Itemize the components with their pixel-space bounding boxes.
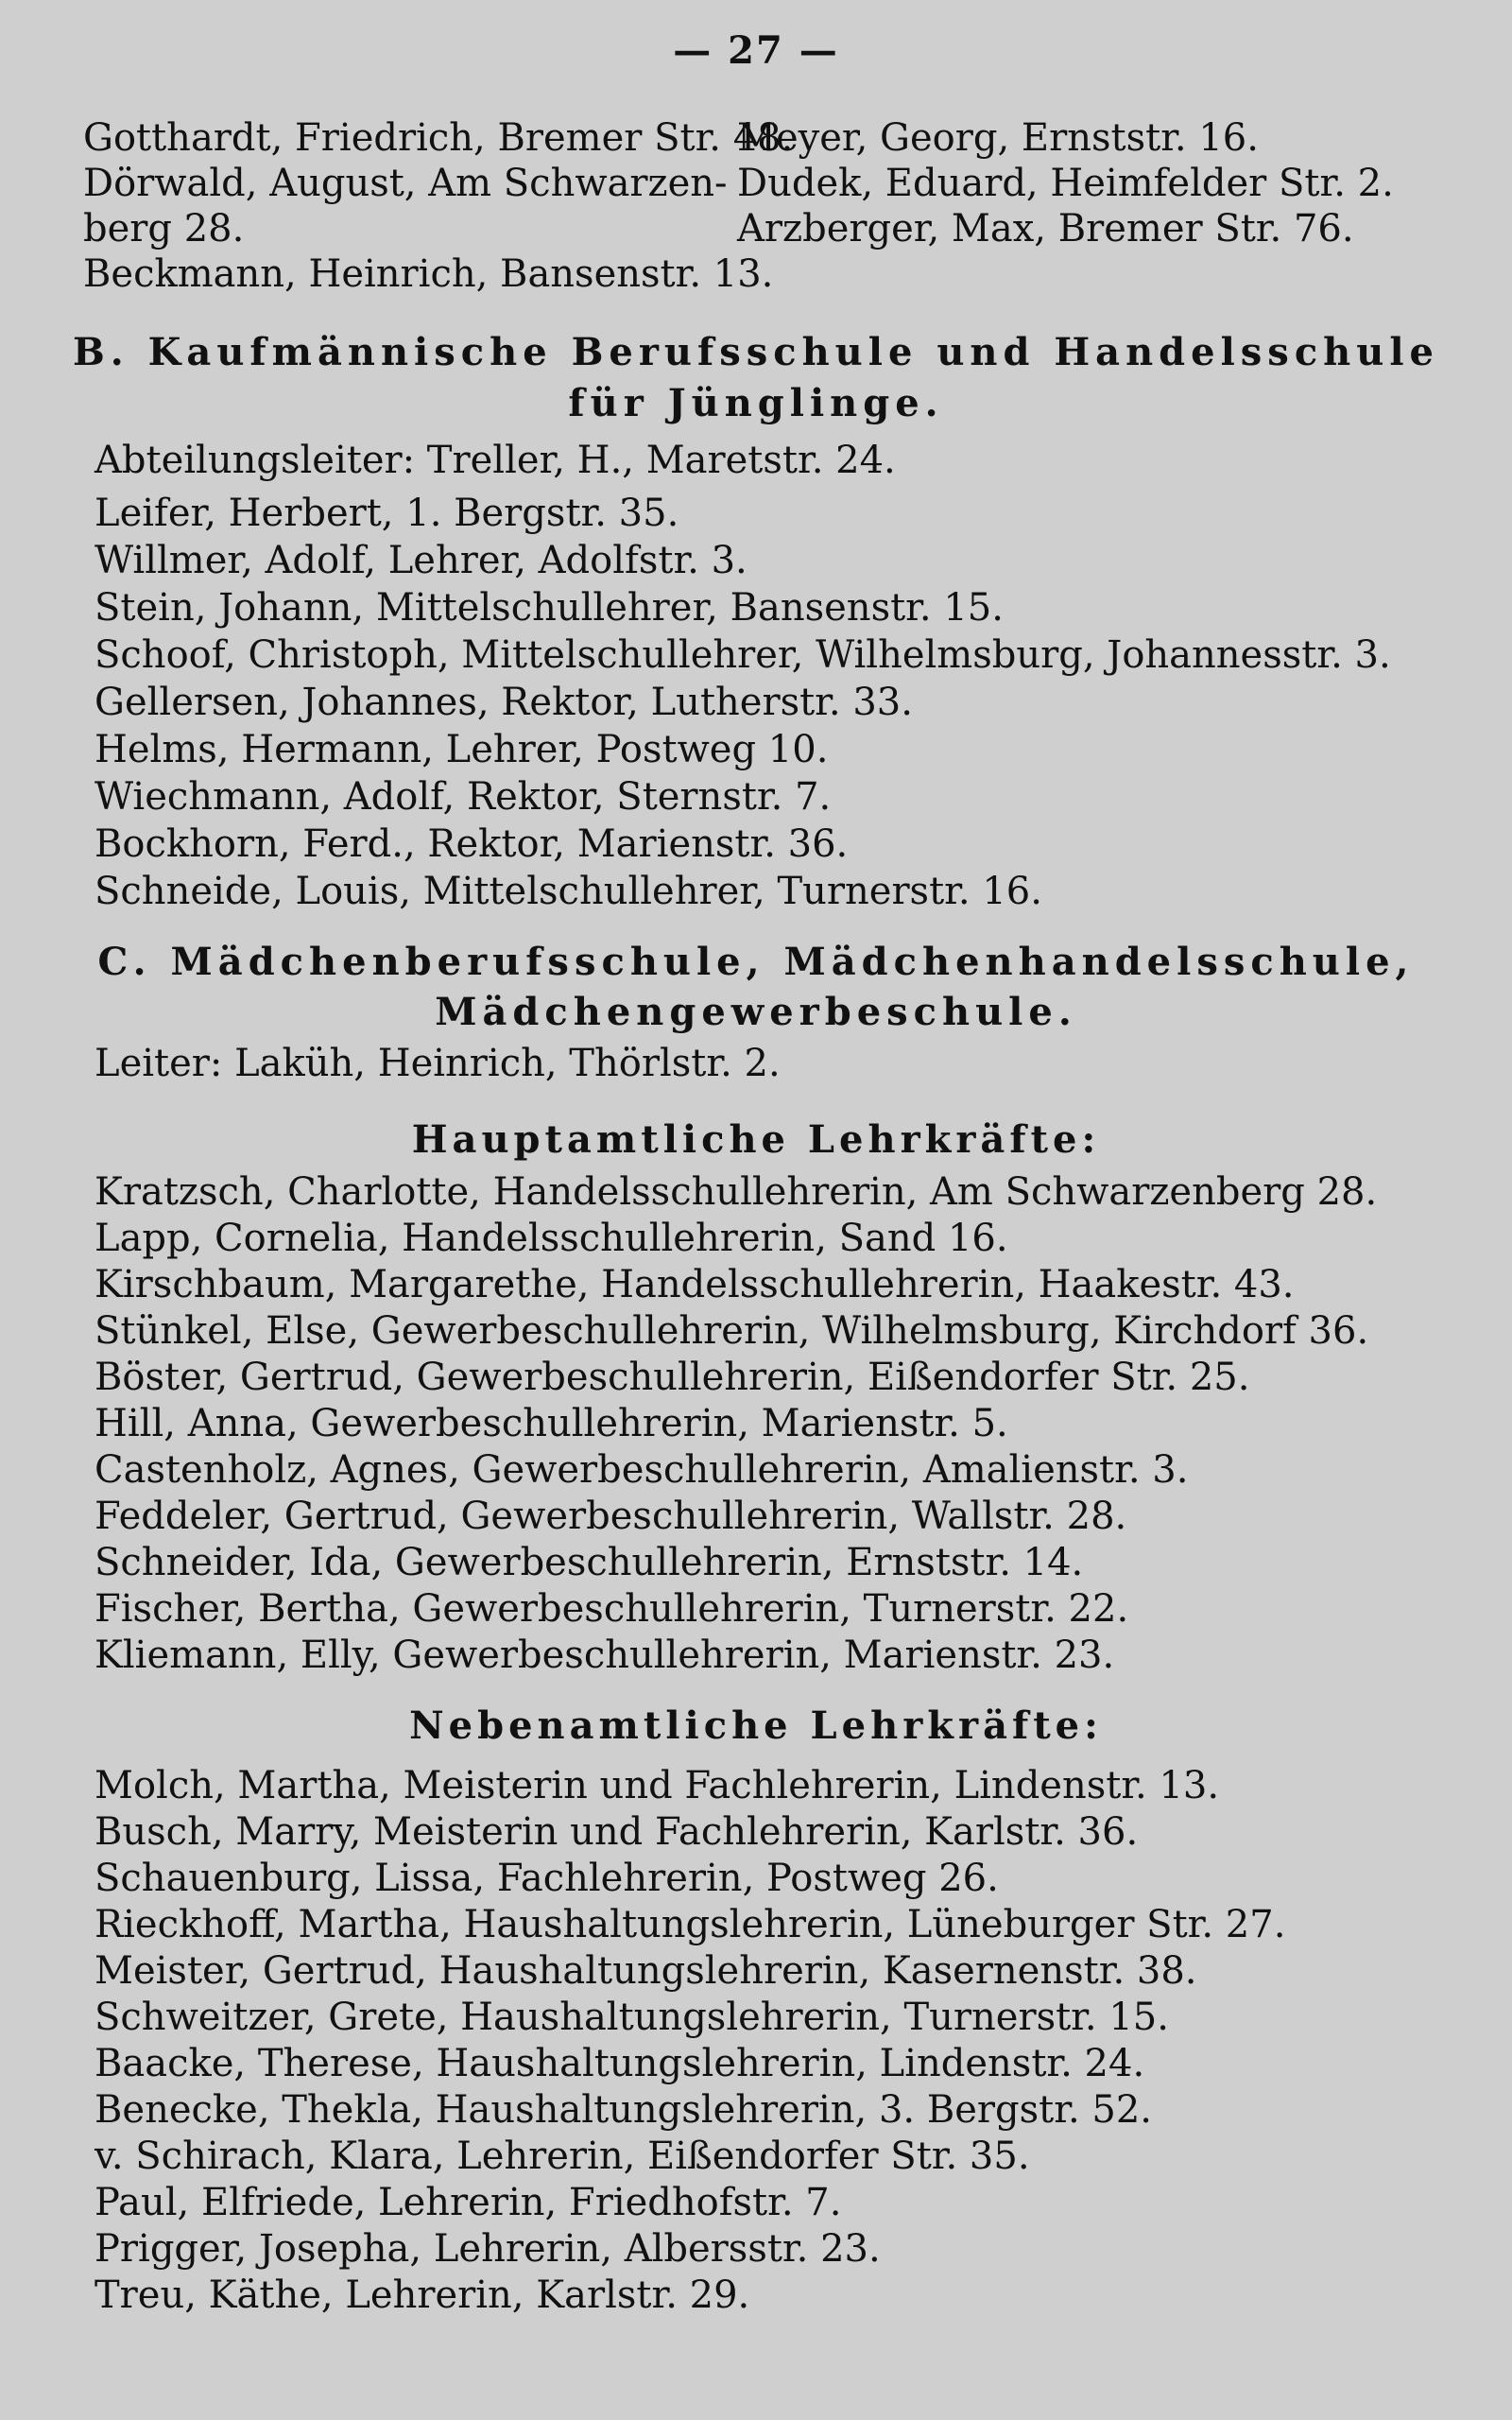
top-left-entry: Gotthardt, Friedrich, Bremer Str. 48. (83, 116, 794, 160)
secondary-teacher-entry: Treu, Käthe, Lehrerin, Karlstr. 29. (94, 2273, 750, 2317)
main-teacher-entry: Hill, Anna, Gewerbeschullehrerin, Marienstr. 5. (94, 1402, 1008, 1445)
top-right-entry: Meyer, Georg, Ernststr. 16. (737, 116, 1259, 160)
secondary-teachers-heading: Nebenamtliche Lehrkräfte: (409, 1703, 1103, 1748)
top-left-entry: Dörwald, August, Am Schwarzen- (83, 162, 728, 205)
section-c-head: Leiter: Laküh, Heinrich, Thörlstr. 2. (94, 1042, 781, 1085)
top-left-entry: berg 28. (83, 207, 245, 251)
section-b-entry: Leifer, Herbert, 1. Bergstr. 35. (94, 492, 679, 535)
secondary-teacher-entry: Molch, Martha, Meisterin und Fachlehrerin, Lindenstr. 13. (94, 1764, 1220, 1807)
secondary-teacher-entry: Schauenburg, Lissa, Fachlehrerin, Postweg 26. (94, 1857, 999, 1900)
secondary-teacher-entry: Benecke, Thekla, Haushaltungslehrerin, 3. Bergstr. 52. (94, 2088, 1152, 2132)
section-b-head: Abteilungsleiter: Treller, H., Maretstr. 24. (94, 439, 896, 482)
main-teacher-entry: Lapp, Cornelia, Handelsschullehrerin, Sand 16. (94, 1217, 1008, 1260)
section-c-head-block (94, 1040, 1418, 1087)
main-teachers-heading: Hauptamtliche Lehrkräfte: (411, 1117, 1101, 1162)
main-teacher-entry: Schneider, Ida, Gewerbeschullehrerin, Ernststr. 14. (94, 1541, 1084, 1584)
main-teacher-entry: Kliemann, Elly, Gewerbeschullehrerin, Marienstr. 23. (94, 1634, 1115, 1677)
section-b-entry: Willmer, Adolf, Lehrer, Adolfstr. 3. (94, 539, 747, 582)
section-b-entry: Schneide, Louis, Mittelschullehrer, Turnerstr. 16. (94, 870, 1042, 913)
secondary-teacher-entry: Busch, Marry, Meisterin und Fachlehrerin, Karlstr. 36. (94, 1810, 1139, 1854)
main-teacher-entry: Fischer, Bertha, Gewerbeschullehrerin, Turnerstr. 22. (94, 1587, 1129, 1631)
secondary-teacher-entry: Baacke, Therese, Haushaltungslehrerin, Lindenstr. 24. (94, 2042, 1145, 2085)
section-b-entries (94, 490, 1418, 915)
main-teacher-entry: Böster, Gertrud, Gewerbeschullehrerin, Eißendorfer Str. 25. (94, 1356, 1250, 1399)
section-b-entry: Wiechmann, Adolf, Rektor, Sternstr. 7. (94, 775, 832, 819)
section-b-entry: Stein, Johann, Mittelschullehrer, Bansenstr. 15. (94, 586, 1004, 630)
main-teacher-entry: Kirschbaum, Margarethe, Handelsschullehrerin, Haakestr. 43. (94, 1263, 1295, 1306)
secondary-teachers-list (94, 1763, 1418, 2319)
secondary-teacher-entry: Paul, Elfriede, Lehrerin, Friedhofstr. 7. (94, 2181, 842, 2224)
secondary-teacher-entry: Prigger, Josepha, Lehrerin, Albersstr. 23. (94, 2227, 881, 2271)
section-c-title: C. Mädchenberufsschule, Mädchenhandelsschule, (97, 940, 1415, 984)
page-number: — 27 — (673, 28, 839, 73)
secondary-teacher-entry: Schweitzer, Grete, Haushaltungslehrerin, Turnerstr. 15. (94, 1996, 1169, 2039)
top-right-entry: Arzberger, Max, Bremer Str. 76. (737, 207, 1354, 251)
section-b-entry: Helms, Hermann, Lehrer, Postweg 10. (94, 728, 829, 771)
section-b-entry: Gellersen, Johannes, Rektor, Lutherstr. 33. (94, 681, 913, 724)
secondary-teacher-entry: v. Schirach, Klara, Lehrerin, Eißendorfer Str. 35. (94, 2135, 1030, 2178)
section-b-entry: Bockhorn, Ferd., Rektor, Marienstr. 36. (94, 822, 849, 866)
top-right-entry: Dudek, Eduard, Heimfelder Str. 2. (737, 162, 1394, 205)
main-teacher-entry: Kratzsch, Charlotte, Handelsschullehrerin, Am Schwarzenberg 28. (94, 1170, 1378, 1214)
section-b-entry: Schoof, Christoph, Mittelschullehrer, Wilhelmsburg, Johannesstr. 3. (94, 633, 1391, 677)
section-b-block (94, 437, 1418, 484)
main-teacher-entry: Feddeler, Gertrud, Gewerbeschullehrerin, Wallstr. 28. (94, 1495, 1127, 1538)
secondary-teacher-entry: Meister, Gertrud, Haushaltungslehrerin, Kasernenstr. 38. (94, 1949, 1197, 1993)
main-teacher-entry: Castenholz, Agnes, Gewerbeschullehrerin, Amalienstr. 3. (94, 1448, 1189, 1492)
top-left-entry: Beckmann, Heinrich, Bansenstr. 13. (83, 252, 774, 296)
top-right-column (737, 115, 1408, 251)
top-left-column (83, 115, 794, 297)
section-b-subtitle: für Jünglinge. (568, 381, 944, 425)
main-teacher-entry: Stünkel, Else, Gewerbeschullehrerin, Wilhelmsburg, Kirchdorf 36. (94, 1309, 1369, 1353)
section-c-subtitle: Mädchengewerbeschule. (435, 990, 1077, 1034)
section-b-title: B. Kaufmännische Berufsschule und Handelsschule (73, 330, 1439, 374)
secondary-teacher-entry: Rieckhoff, Martha, Haushaltungslehrerin, Lüneburger Str. 27. (94, 1903, 1286, 1946)
main-teachers-list (94, 1169, 1418, 1679)
